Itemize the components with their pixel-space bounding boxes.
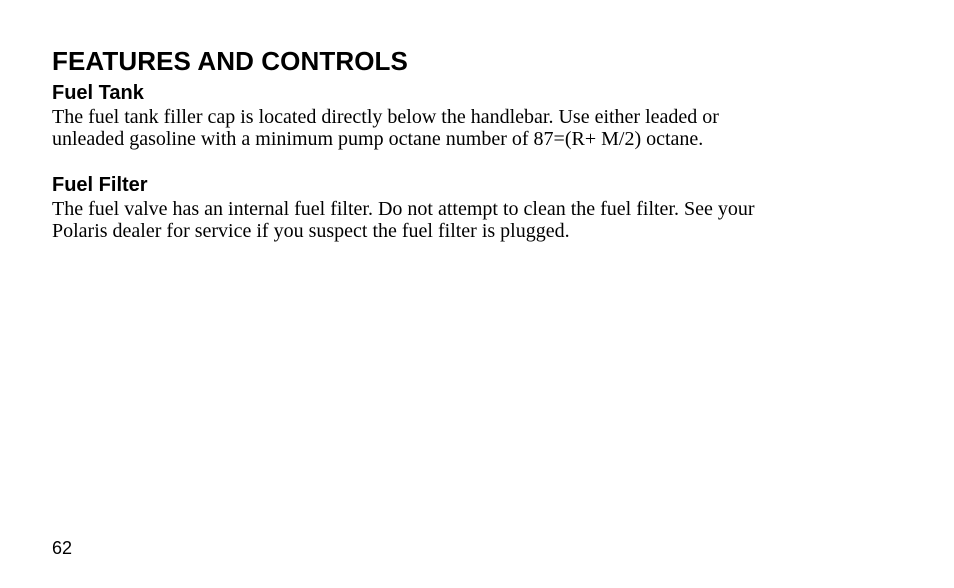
- section-heading-fuel-filter: Fuel Filter: [52, 174, 148, 196]
- section-heading-fuel-tank: Fuel Tank: [52, 82, 144, 104]
- section-body-fuel-tank: The fuel tank filler cap is located directly below the handlebar. Use either leaded or unleaded gasoline with a minimum pump octane number of 87=(R+ M/2) octane.: [52, 106, 719, 150]
- page-number: 62: [52, 538, 73, 558]
- section-body-fuel-filter: The fuel valve has an internal fuel filter. Do not attempt to clean the fuel filter. See your Polaris dealer for service if you suspect the fuel filter is plugged.: [52, 198, 755, 242]
- chapter-title: FEATURES AND CONTROLS: [52, 46, 408, 76]
- section-fuel-filter: [52, 172, 912, 242]
- section-fuel-tank: [52, 80, 912, 150]
